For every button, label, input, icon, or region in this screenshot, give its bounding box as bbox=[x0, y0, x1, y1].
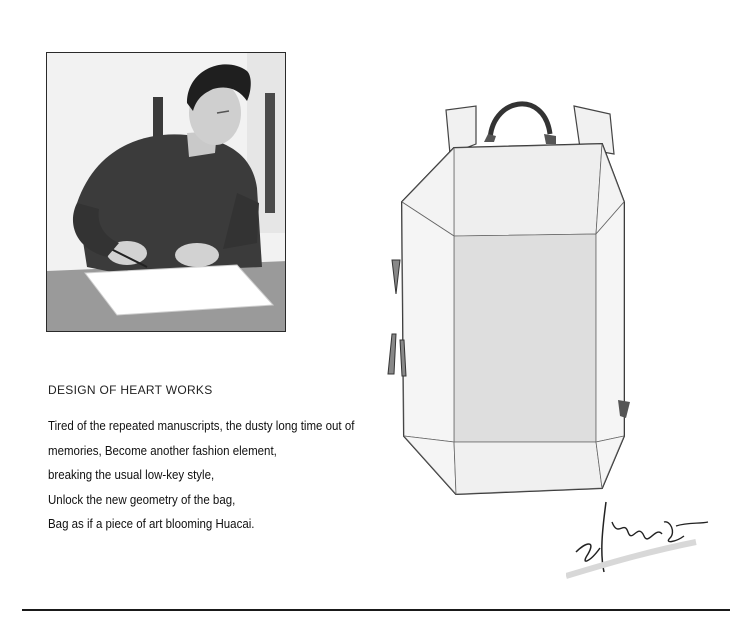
body-line: Bag as if a piece of art blooming Huacai. bbox=[48, 517, 255, 531]
section-body bbox=[48, 414, 368, 537]
designer-photo bbox=[46, 52, 286, 332]
body-line: Tired of the repeated manuscripts, the dusty long time out of bbox=[48, 419, 355, 433]
body-line: Unlock the new geometry of the bag, bbox=[48, 492, 236, 507]
backpack-sketch-icon bbox=[380, 84, 640, 504]
body-line: breaking the usual low-key style, bbox=[48, 468, 215, 482]
section-heading: DESIGN OF HEART WORKS bbox=[48, 383, 213, 397]
divider bbox=[22, 609, 730, 611]
body-line: memories, Become another fashion element, bbox=[48, 443, 277, 458]
signature-icon bbox=[566, 492, 716, 582]
